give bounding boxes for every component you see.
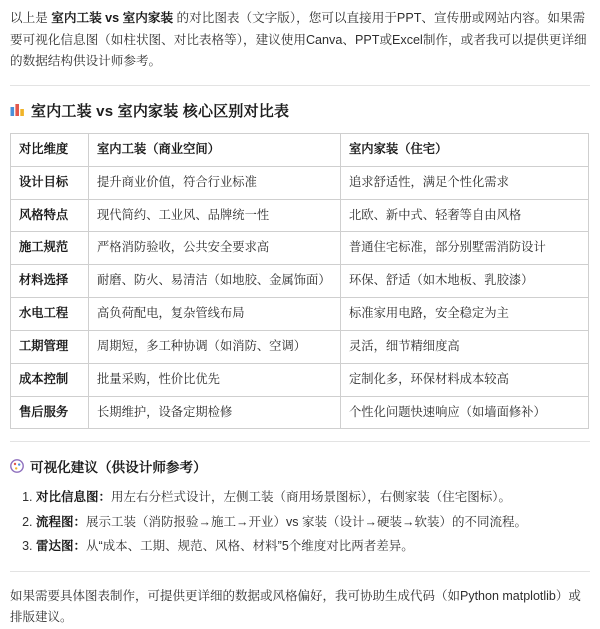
table-cell-jiazhuang: 普通住宅标准，部分别墅需消防设计 — [341, 232, 589, 265]
list-item — [36, 510, 590, 534]
list-item-label: 对比信息图： — [36, 490, 112, 505]
table-header-cell: 室内家装（住宅） — [341, 133, 589, 166]
table-cell-gongzhuang: 现代简约、工业风、品牌统一性 — [89, 199, 341, 232]
table-cell-gongzhuang: 耐磨、防火、易清洁（如地胶、金属饰面） — [89, 265, 341, 298]
table-cell-dimension: 水电工程 — [11, 298, 89, 331]
intro-paragraph — [10, 8, 590, 73]
table-cell-dimension: 风格特点 — [11, 199, 89, 232]
table-row — [11, 298, 589, 331]
list-item-text: 展示工装（消防报验→施工→开业）vs 家装（设计→硬装→软装）的不同流程。 — [86, 514, 527, 529]
table-row — [11, 363, 589, 396]
table-cell-gongzhuang: 周期短，多工种协调（如消防、空调） — [89, 330, 341, 363]
table-row — [11, 330, 589, 363]
list-item — [36, 534, 590, 558]
table-cell-gongzhuang: 严格消防验收，公共安全要求高 — [89, 232, 341, 265]
intro-text-post: 的对比图表（文字版），您可以直接用于PPT、宣传册或网站内容。如果需要可视化信息图（如柱状图、对比表格等），建议使用Canva、PPT或Excel制作，或者我可以提供更详细的数据结构供设计师参考。 — [10, 11, 587, 69]
list-item-text: 从“成本、工期、规范、风格、材料”5个维度对比两者差异。 — [86, 539, 414, 554]
list-item-label: 雷达图： — [36, 539, 87, 554]
comparison-table — [10, 133, 589, 429]
table-cell-jiazhuang: 追求舒适性，满足个性化需求 — [341, 166, 589, 199]
recommendation-title — [10, 456, 590, 476]
table-cell-jiazhuang: 定制化多，环保材料成本较高 — [341, 363, 589, 396]
outro-paragraph: 如果需要具体图表制作，可提供更详细的数据或风格偏好，我可协助生成代码（如Python matplotlib）或排版建议。 — [10, 588, 581, 625]
table-row — [11, 166, 589, 199]
bar-chart-icon — [10, 103, 25, 117]
divider — [10, 441, 590, 442]
table-cell-dimension: 材料选择 — [11, 265, 89, 298]
table-cell-dimension: 工期管理 — [11, 330, 89, 363]
table-row — [11, 232, 589, 265]
intro-bold-term: 室内工装 vs 室内家装 — [51, 11, 174, 25]
table-cell-gongzhuang: 高负荷配电，复杂管线布局 — [89, 298, 341, 331]
table-header-cell: 室内工装（商业空间） — [89, 133, 341, 166]
table-cell-jiazhuang: 标准家用电路，安全稳定为主 — [341, 298, 589, 331]
table-header-row — [11, 133, 589, 166]
table-row — [11, 265, 589, 298]
list-item — [36, 485, 590, 509]
table-cell-gongzhuang: 长期维护，设备定期检修 — [89, 396, 341, 429]
divider — [10, 85, 590, 86]
list-item-label: 流程图： — [36, 514, 87, 529]
art-palette-icon — [10, 459, 24, 473]
table-cell-jiazhuang: 北欧、新中式、轻奢等自由风格 — [341, 199, 589, 232]
recommendation-list — [10, 485, 590, 558]
table-header-cell: 对比维度 — [11, 133, 89, 166]
table-cell-dimension: 售后服务 — [11, 396, 89, 429]
table-cell-dimension: 设计目标 — [11, 166, 89, 199]
table-cell-jiazhuang: 环保、舒适（如木地板、乳胶漆） — [341, 265, 589, 298]
list-item-text: 用左右分栏式设计，左侧工装（商用场景图标），右侧家装（住宅图标）。 — [111, 490, 512, 505]
table-cell-dimension: 施工规范 — [11, 232, 89, 265]
table-cell-dimension: 成本控制 — [11, 363, 89, 396]
page-title — [10, 100, 590, 121]
table-row — [11, 199, 589, 232]
table-cell-gongzhuang: 批量采购，性价比优先 — [89, 363, 341, 396]
intro-text-pre: 以上是 — [10, 11, 52, 25]
table-cell-jiazhuang: 个性化问题快速响应（如墙面修补） — [341, 396, 589, 429]
divider — [10, 571, 590, 572]
table-cell-gongzhuang: 提升商业价值，符合行业标准 — [89, 166, 341, 199]
table-row — [11, 396, 589, 429]
table-cell-jiazhuang: 灵活，细节精细度高 — [341, 330, 589, 363]
page-title-text: 室内工装 vs 室内家装 核心区别对比表 — [31, 102, 290, 120]
recommendation-title-text: 可视化建议（供设计师参考） — [30, 460, 207, 476]
